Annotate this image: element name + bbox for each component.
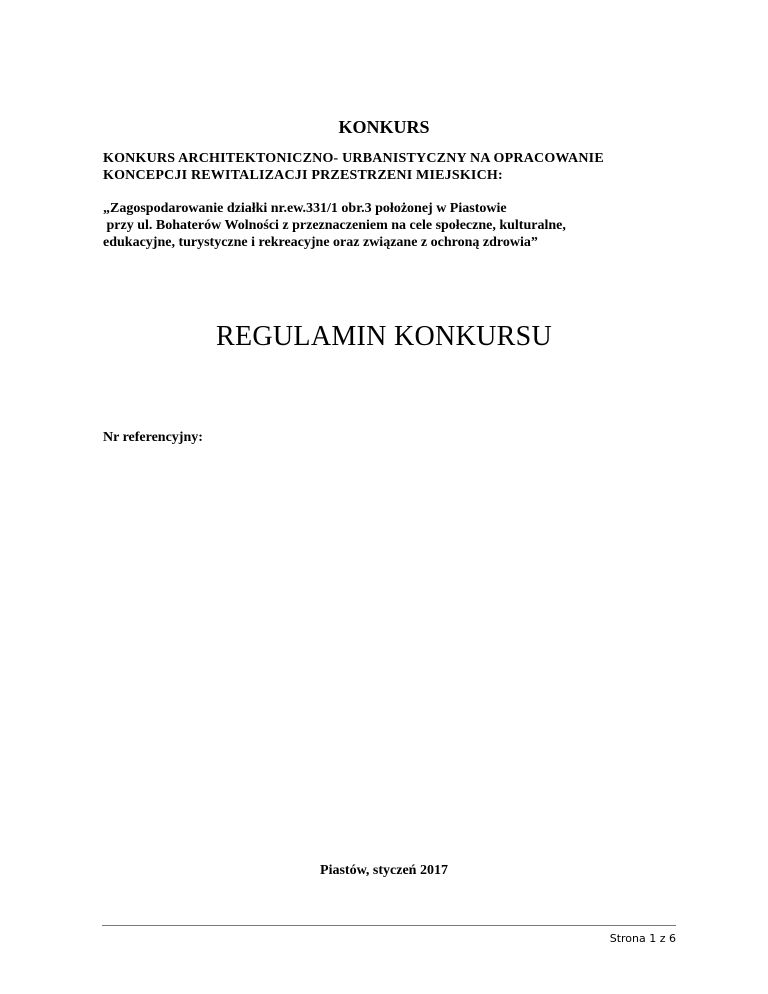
subtitle-line: KONKURS ARCHITEKTONICZNO- URBANISTYCZNY NA OPRACOWANIE: [103, 151, 604, 166]
footer-divider: [102, 925, 676, 926]
project-description: [103, 200, 703, 251]
reference-number-label: Nr referencyjny:: [103, 430, 203, 445]
competition-subtitle: [103, 150, 703, 184]
place-and-date: Piastów, styczeń 2017: [320, 863, 448, 878]
project-line: przy ul. Bohaterów Wolności z przeznaczeniem na cele społeczne, kulturalne,: [103, 218, 566, 233]
project-line: edukacyjne, turystyczne i rekreacyjne oraz związane z ochroną zdrowia”: [103, 235, 538, 250]
page-number: Strona 1 z 6: [609, 932, 676, 945]
document-heading: KONKURS: [338, 117, 430, 137]
project-line: „Zagospodarowanie działki nr.ew.331/1 obr.3 położonej w Piastowie: [103, 201, 507, 216]
main-title: REGULAMIN KONKURSU: [216, 321, 552, 352]
subtitle-line: KONCEPCJI REWITALIZACJI PRZESTRZENI MIEJSKICH:: [103, 168, 503, 183]
